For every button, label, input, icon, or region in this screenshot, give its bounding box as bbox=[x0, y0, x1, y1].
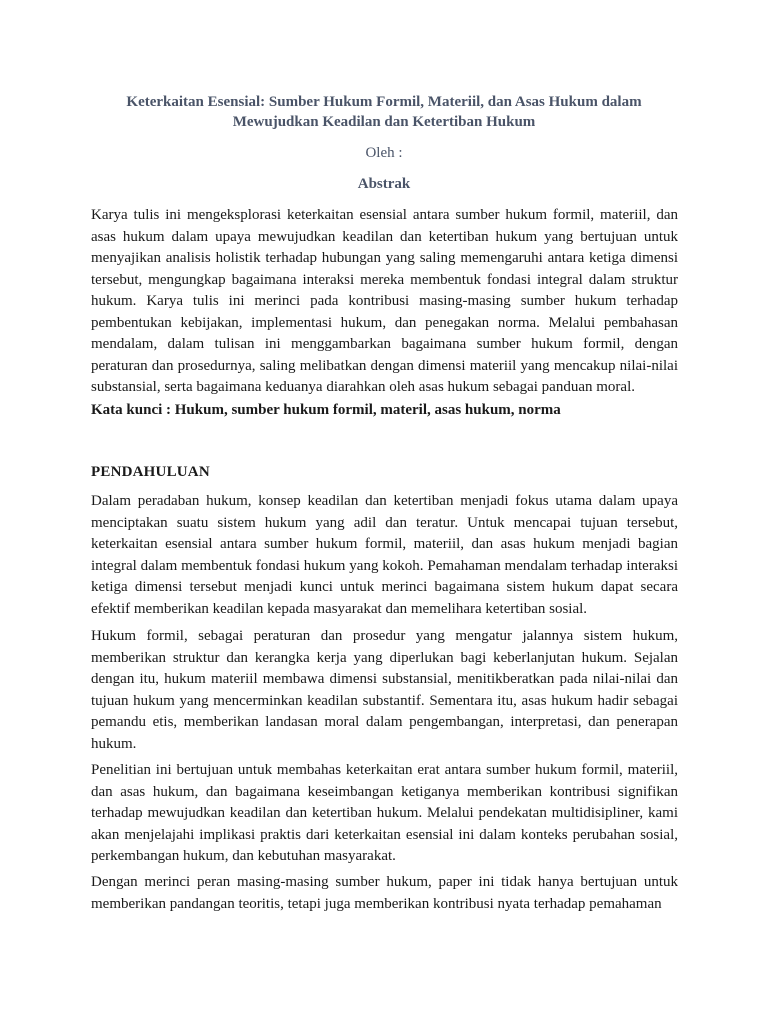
paragraph-2: Hukum formil, sebagai peraturan dan prosedur yang mengatur jalannya sistem hukum, memberikan struktur dan kerangka kerja yang diperlukan bagi keberlanjutan hukum. Sejalan dengan itu, hukum materiil membawa dimensi substansial, menitikberatkan pada nilai-nilai dan tujuan hukum yang mencerminkan keadilan substantif. Sementara itu, asas hukum hadir sebagai pemandu etis, memberikan landasan moral dalam pengembangan, interpretasi, dan penerapan hukum. bbox=[91, 628, 678, 752]
paragraph-4: Dengan merinci peran masing-masing sumber hukum, paper ini tidak hanya bertujuan untuk memberikan pandangan teoritis, tetapi juga memberikan kontribusi nyata terhadap pemahaman bbox=[91, 874, 678, 912]
title-line-1: Keterkaitan Esensial: Sumber Hukum Formil, Materiil, dan Asas Hukum dalam bbox=[126, 94, 642, 110]
keywords: Kata kunci : Hukum, sumber hukum formil, materil, asas hukum, norma bbox=[91, 402, 561, 418]
abstract-text: Karya tulis ini mengeksplorasi keterkaitan esensial antara sumber hukum formil, materiil, dan asas hukum dalam upaya mewujudkan keadilan dan ketertiban hukum yang bertujuan untuk menyajikan analisis holistik terhadap hubungan yang saling memengaruhi antara ketiga dimensi tersebut, mengungkap bagaimana interaksi mereka membentuk fondasi integral dalam struktur hukum. Karya tulis ini merinci pada kontribusi masing-masing sumber hukum terhadap pembentukan kebijakan, implementasi hukum, dan penegakan norma. Melalui pembahasan mendalam, dalam tulisan ini menggambarkan bagaimana sumber hukum formil, dengan peraturan dan prosedurnya, saling melibatkan dengan dimensi materiil yang mencakup nilai-nilai substansial, serta bagaimana keduanya diarahkan oleh asas hukum sebagai panduan moral. bbox=[91, 207, 678, 395]
paragraph-3: Penelitian ini bertujuan untuk membahas keterkaitan erat antara sumber hukum formil, materiil, dan asas hukum, dan bagaimana keseimbangan ketiganya memberikan kontribusi signifikan terhadap mewujudkan keadilan dan ketertiban hukum. Melalui pendekatan multidisipliner, kami akan menjelajahi implikasi praktis dari keterkaitan esensial ini dalam konteks perubahan sosial, perkembangan hukum, dan kebutuhan masyarakat. bbox=[91, 762, 678, 864]
abstract-heading: Abstrak bbox=[357, 176, 411, 192]
paragraph-1: Dalam peradaban hukum, konsep keadilan dan ketertiban menjadi fokus utama dalam upaya menciptakan suatu sistem hukum yang adil dan teratur. Untuk mencapai tujuan tersebut, keterkaitan esensial antara sumber hukum formil, materiil, dan asas hukum menjadi bagian integral dalam membentuk fondasi hukum yang kokoh. Pemahaman mendalam terhadap interaksi ketiga dimensi tersebut menjadi kunci untuk merinci bagaimana sistem hukum dapat secara efektif memberikan keadilan kepada masyarakat dan memelihara ketertiban sosial. bbox=[91, 493, 678, 617]
document-title bbox=[60, 92, 708, 132]
title-line-2: Mewujudkan Keadilan dan Ketertiban Hukum bbox=[232, 114, 536, 130]
author-line: Oleh : bbox=[365, 145, 403, 161]
section-heading: PENDAHULUAN bbox=[91, 464, 210, 480]
